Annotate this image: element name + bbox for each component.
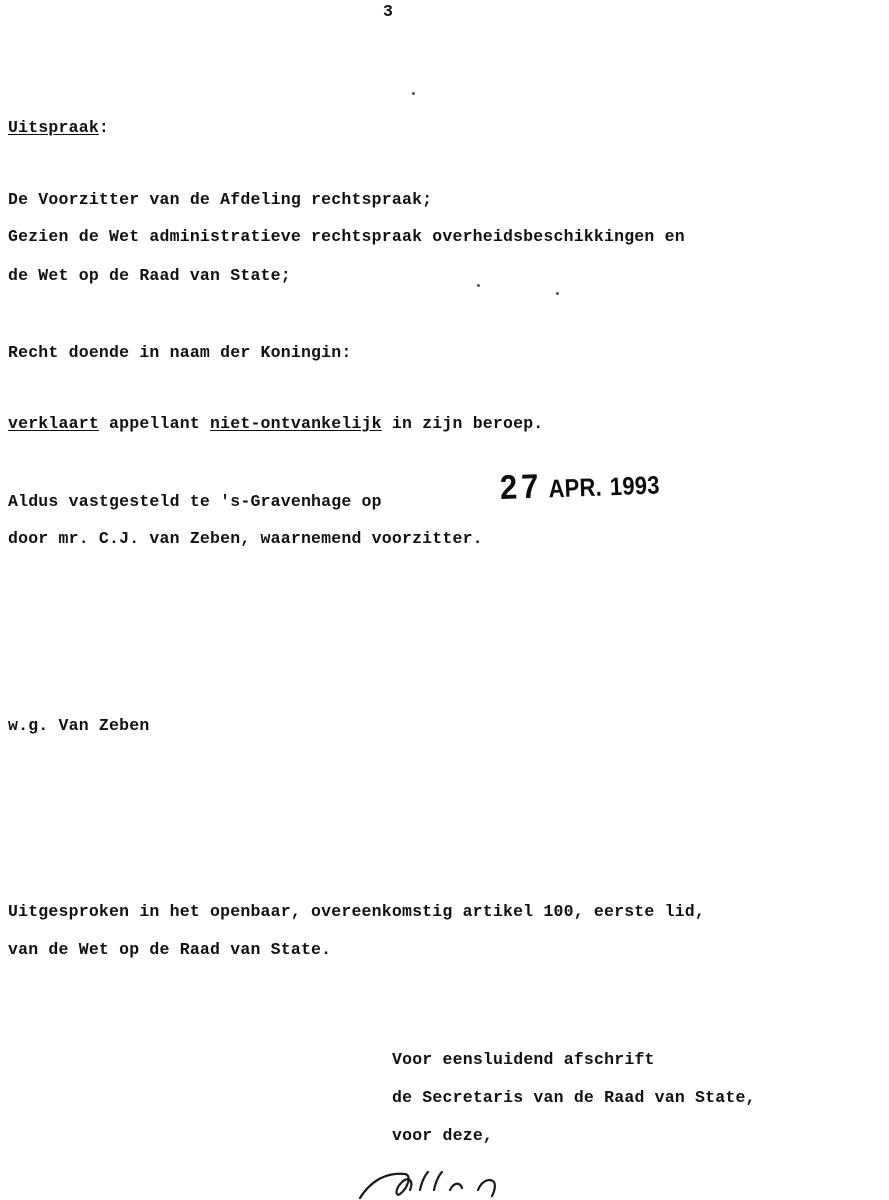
heading-text: Uitspraak	[8, 118, 99, 137]
ruling-line	[8, 414, 543, 434]
stamp-month: APR.	[548, 472, 603, 504]
scan-speck	[412, 92, 415, 95]
pronounced-line-1: Uitgesproken in het openbaar, overeenkomstig artikel 100, eerste lid,	[8, 902, 706, 921]
enacting-formula: Recht doende in naam der Koningin:	[8, 343, 352, 362]
signed-by: w.g. Van Zeben	[8, 716, 150, 735]
ruling-verb: verklaart	[8, 414, 99, 433]
adopted-line-1: Aldus vastgesteld te 's-Gravenhage op	[8, 492, 382, 511]
scan-speck	[556, 292, 559, 295]
ruling-middle: appellant	[98, 414, 211, 433]
preamble-line-2: Gezien de Wet administratieve rechtspraak overheidsbeschikkingen en	[8, 227, 685, 246]
preamble-line-1: De Voorzitter van de Afdeling rechtspraak;	[8, 190, 433, 209]
preamble-line-3: de Wet op de Raad van State;	[8, 266, 291, 285]
handwritten-signature	[350, 1160, 530, 1200]
adopted-line-2: door mr. C.J. van Zeben, waarnemend voorzitter.	[8, 529, 483, 548]
pronounced-line-2: van de Wet op de Raad van State.	[8, 940, 332, 959]
scan-speck	[477, 284, 480, 287]
heading-colon: :	[98, 118, 110, 137]
certification-line-2: de Secretaris van de Raad van State,	[392, 1088, 756, 1107]
ruling-decision: niet-ontvankelijk	[210, 414, 382, 433]
stamp-year: 1993	[609, 470, 661, 501]
heading	[8, 118, 109, 138]
date-stamp	[499, 464, 660, 506]
stamp-day: 27	[499, 466, 544, 507]
ruling-end: in zijn beroep.	[381, 414, 544, 433]
page-number: 3	[383, 2, 394, 21]
certification-line-1: Voor eensluidend afschrift	[392, 1050, 655, 1069]
certification-line-3: voor deze,	[392, 1126, 494, 1145]
